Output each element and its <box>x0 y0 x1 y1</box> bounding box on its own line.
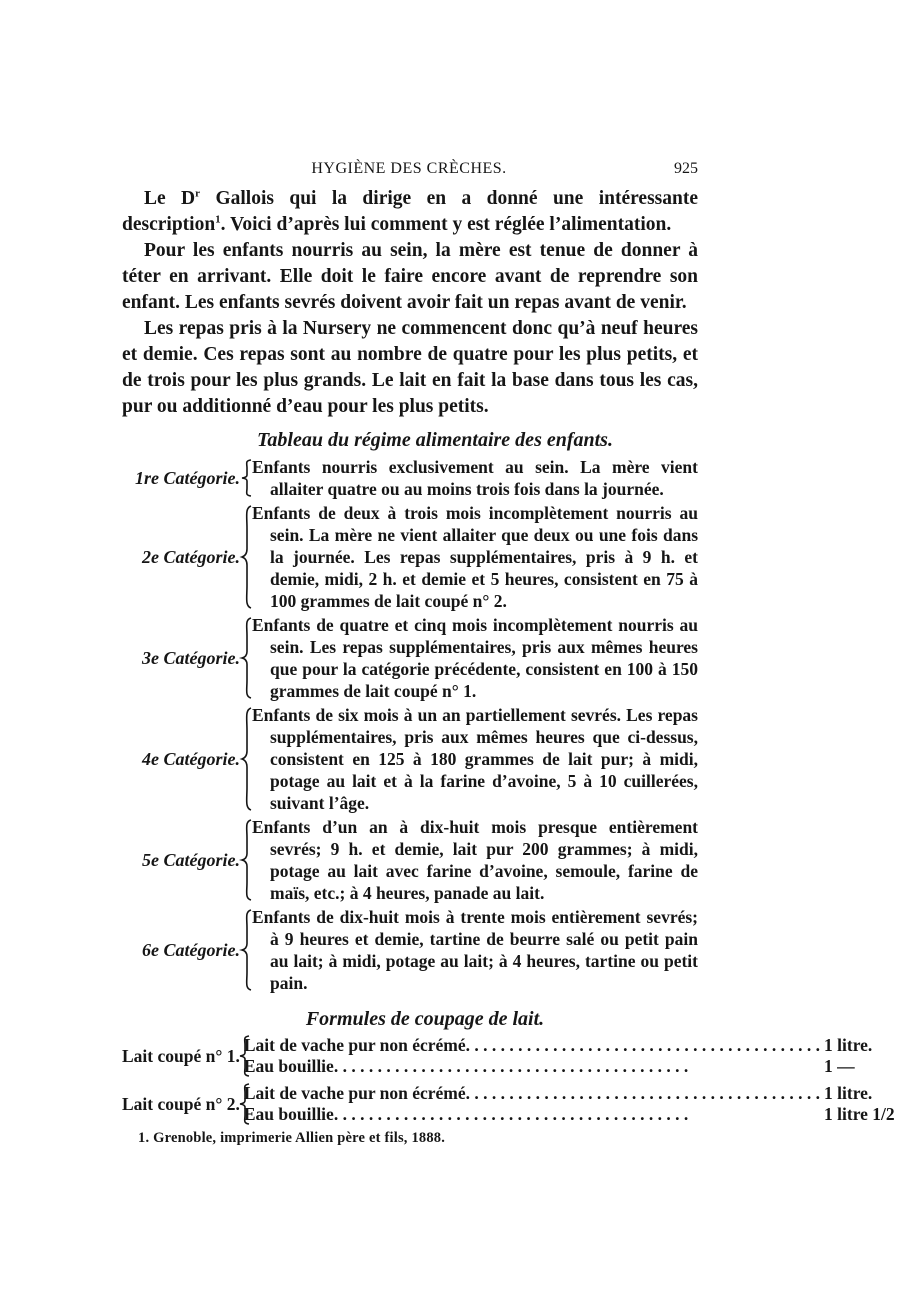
category-row <box>122 502 698 612</box>
category-label: 2e Catégorie. <box>142 546 240 567</box>
brace-icon <box>242 820 252 900</box>
footnote: 1. Grenoble, imprimerie Allien père et fils, 1888. <box>138 1130 446 1146</box>
page-number: 925 <box>674 160 698 177</box>
category-row <box>122 456 698 500</box>
category-label: 3e Catégorie. <box>142 647 240 668</box>
brace-icon <box>242 506 252 608</box>
formula-row <box>122 1083 895 1125</box>
intro-text-end: . Voici d’après lui comment y est réglée l’alimentation. <box>220 214 672 235</box>
formula-ingredient: Lait de vache pur non écrémé <box>243 1035 466 1055</box>
dot-leader: . . . . . . . . . . . . . . . . . . . . . . . . . . . . . . . . . . . . . . . . . <box>465 1035 821 1055</box>
category-description: Enfants de dix-huit mois à trente mois entièrement sevrés; à 9 heures et demie, tartine de beurre salé ou petit pain au lait; à midi, potage au lait; à 4 heures, tartine ou petit pain. <box>252 907 698 993</box>
brace-icon <box>242 910 252 990</box>
intro-text-start: Le D <box>144 188 196 209</box>
formula-line <box>244 1083 910 1104</box>
formulas-title: Formules de coupage de lait. <box>305 1008 545 1030</box>
formula-label: Lait coupé n° 1. <box>122 1045 240 1066</box>
dot-leader: . . . . . . . . . . . . . . . . . . . . . . . . . . . . . . . . . . . . . . . . . <box>333 1104 689 1124</box>
brace-icon <box>242 618 252 698</box>
formula-ingredient: Eau bouillie <box>243 1056 334 1076</box>
brace-icon <box>242 460 252 496</box>
paragraph-intro <box>122 186 698 238</box>
formula-quantity: 1 — <box>824 1056 855 1076</box>
formula-lines <box>240 1083 910 1125</box>
dot-leader: . . . . . . . . . . . . . . . . . . . . . . . . . . . . . . . . . . . . . . . . . <box>333 1056 689 1076</box>
table-title: Tableau du régime alimentaire des enfants. <box>257 429 613 451</box>
dot-leader: . . . . . . . . . . . . . . . . . . . . . . . . . . . . . . . . . . . . . . . . . <box>465 1083 821 1103</box>
paragraph-meals: Les repas pris à la Nursery ne commencent donc qu’à neuf heures et demie. Ces repas sont au nombre de quatre pour les plus petits, et de trois pour les plus grands. Le lait en fait la base dans tous les cas, pur ou additionné d’eau pour les plus petits. <box>122 318 698 417</box>
formulas-list <box>122 1035 895 1125</box>
category-description: Enfants d’un an à dix-huit mois presque entièrement sevrés; 9 h. et demie, lait pur 200 grammes; à midi, potage au lait avec farine d’avoine, semoule, farine de maïs, etc.; à 4 heures, panade au lait. <box>252 817 698 903</box>
formula-quantity: 1 litre. <box>824 1083 873 1103</box>
running-title: HYGIÈNE DES CRÈCHES. <box>311 160 507 177</box>
category-row <box>122 816 698 904</box>
category-row <box>122 906 698 994</box>
category-description: Enfants de quatre et cinq mois incomplètement nourris au sein. Les repas supplémentaires, pris aux mêmes heures que pour la catégorie précédente, consistent en 100 à 150 grammes de lait coupé n° 1. <box>252 615 698 701</box>
footnote-marker: 1 <box>215 213 221 226</box>
formula-quantity: 1 litre 1/2 <box>824 1104 895 1124</box>
formula-ingredient: Lait de vache pur non écrémé <box>243 1083 466 1103</box>
formula-ingredient: Eau bouillie <box>243 1104 334 1124</box>
category-description: Enfants nourris exclusivement au sein. La mère vient allaiter quatre ou au moins trois fois dans la journée. <box>252 457 698 499</box>
category-label: 5e Catégorie. <box>142 849 240 870</box>
page-body <box>122 186 895 1125</box>
formula-line <box>244 1056 910 1077</box>
formula-row <box>122 1035 873 1077</box>
category-label: 6e Catégorie. <box>142 939 240 960</box>
category-row <box>122 704 698 814</box>
category-description: Enfants de six mois à un an partiellement sevrés. Les repas supplémentaires, pris aux mêmes heures que ci-dessus, consistent en 125 à 180 grammes de lait pur; à midi, potage au lait et à la farine d’avoine, 5 à 10 cuillerées, suivant l’âge. <box>252 705 698 813</box>
formula-line <box>244 1035 910 1056</box>
doctor-superscript: r <box>195 187 201 200</box>
formula-quantity: 1 litre. <box>824 1035 873 1055</box>
formula-lines <box>240 1035 910 1077</box>
formula-line <box>244 1104 910 1125</box>
category-row <box>122 614 698 702</box>
paragraph-breastfed: Pour les enfants nourris au sein, la mère est tenue de donner à téter en arrivant. Elle doit le faire encore avant de reprendre son enfant. Les enfants sevrés doivent avoir fait un repas avant de venir. <box>122 240 698 313</box>
category-label: 1re Catégorie. <box>135 467 240 488</box>
category-label: 4e Catégorie. <box>142 748 240 769</box>
intro-text-middle: Gallois qui la dirige en a donné une intéressante description <box>122 188 698 235</box>
category-description: Enfants de deux à trois mois incomplètement nourris au sein. La mère ne vient allaiter que deux ou une fois dans la journée. Les repas supplémentaires, pris à 9 h. et demie, midi, 2 h. et demie et 5 heures, consistent en 75 à 100 grammes de lait coupé n° 2. <box>252 503 698 611</box>
brace-icon <box>242 708 252 810</box>
category-table <box>122 456 698 994</box>
page-header <box>120 160 698 182</box>
formula-label: Lait coupé n° 2. <box>122 1093 240 1114</box>
